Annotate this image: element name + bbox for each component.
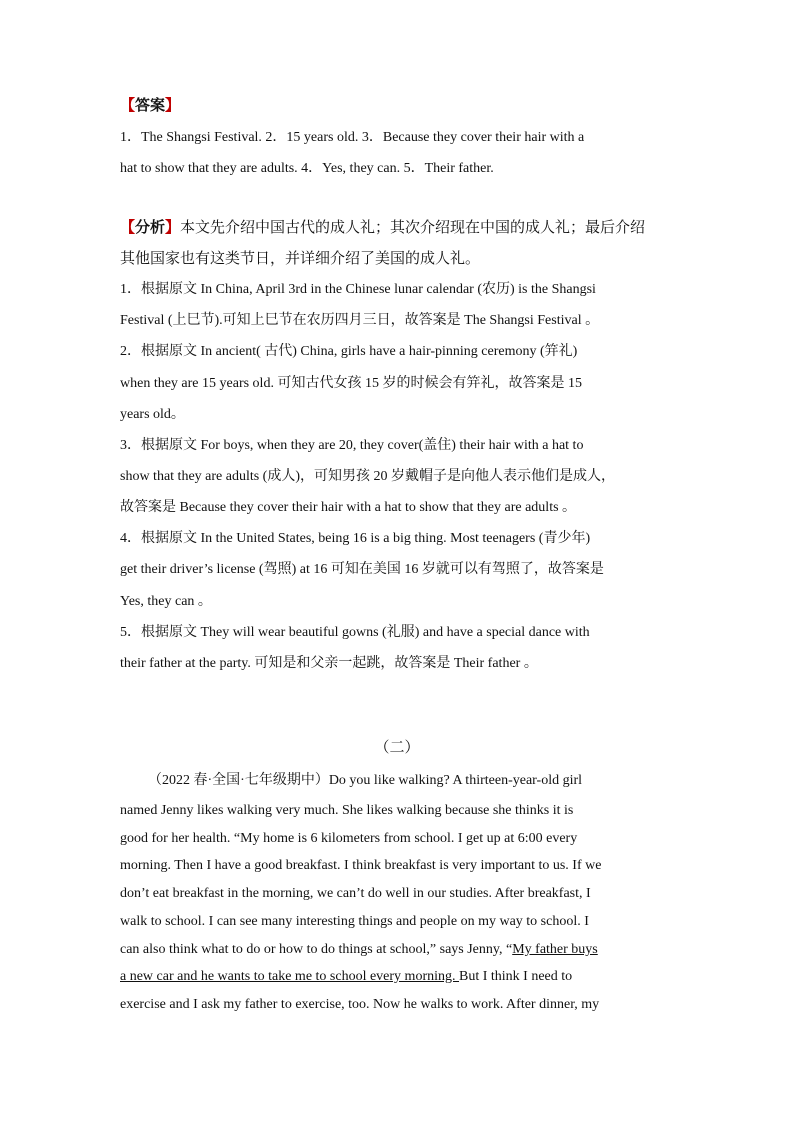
answer-line-1: 1．The Shangsi Festival. 2．15 years old. 3．Because they cover their hair with a [120, 130, 585, 145]
passage-text: But I think I need to [459, 969, 573, 984]
answer-label: 答案 [135, 98, 166, 114]
passage-line: walk to school. I can see many interesting things and people on my way to school. I [120, 914, 589, 929]
analysis-bracket-open: 【 [120, 220, 136, 236]
answer-bracket-close: 】 [165, 98, 181, 114]
underlined-sentence: My father buys [512, 942, 598, 957]
underlined-sentence: a new car and he wants to take me to school every morning. [120, 969, 460, 984]
section-heading: （二） [374, 740, 420, 756]
analysis-intro-text-1: 本文先介绍中国古代的成人礼；其次介绍现在中国的成人礼；最后介绍 [180, 220, 646, 236]
analysis-label: 分析 [135, 220, 166, 236]
passage-line: exercise and I ask my father to exercise, too. Now he walks to work. After dinner, my [120, 997, 600, 1012]
analysis-bracket-close: 】 [165, 220, 181, 236]
analysis-item-line: years old。 [120, 407, 185, 422]
analysis-item-line: Festival (上巳节).可知上巳节在农历四月三日，故答案是 The Shangsi Festival 。 [120, 313, 600, 328]
passage-line: don’t eat breakfast in the morning, we can’t do well in our studies. After breakfast, I [120, 886, 591, 901]
passage-line: good for her health. “My home is 6 kilometers from school. I get up at 6:00 every [120, 831, 578, 846]
analysis-item-line: 4．根据原文 In the United States, being 16 is a big thing. Most teenagers (青少年) [120, 531, 591, 546]
passage-line: morning. Then I have a good breakfast. I think breakfast is very important to us. If we [120, 858, 602, 873]
analysis-intro-2: 其他国家也有这类节日，并详细介绍了美国的成人礼。 [120, 251, 481, 267]
passage-line: named Jenny likes walking very much. She likes walking because she thinks it is [120, 803, 574, 818]
passage-text: can also think what to do or how to do things at school,” says Jenny, “ [120, 942, 513, 957]
analysis-item-line: Yes, they can 。 [120, 594, 212, 609]
answer-bracket-open: 【 [120, 98, 136, 114]
analysis-item-line: 故答案是 Because they cover their hair with a hat to show that they are adults 。 [120, 500, 577, 515]
analysis-item-line: 1．根据原文 In China, April 3rd in the Chinese lunar calendar (农历) is the Shangsi [120, 282, 596, 297]
passage-line-with-underline [120, 967, 572, 987]
passage-line-with-underline [120, 940, 598, 960]
analysis-item-line: 5．根据原文 They will wear beautiful gowns (礼服) and have a special dance with [120, 625, 590, 640]
answer-heading [120, 96, 180, 116]
analysis-item-line: 2．根据原文 In ancient( 古代) China, girls have a hair-pinning ceremony (笄礼) [120, 344, 578, 359]
analysis-item-line: 3．根据原文 For boys, when they are 20, they cover(盖住) their hair with a hat to [120, 438, 584, 453]
answer-line-2: hat to show that they are adults. 4．Yes, they can. 5．Their father. [120, 161, 494, 176]
passage-line: （2022 春·全国·七年级期中）Do you like walking? A thirteen-year-old girl [148, 773, 583, 788]
analysis-item-line: get their driver’s license (驾照) at 16 可知在美国 16 岁就可以有驾照了，故答案是 [120, 562, 604, 577]
analysis-item-line: their father at the party. 可知是和父亲一起跳，故答案是 Their father 。 [120, 656, 538, 671]
analysis-intro-1 [120, 218, 645, 238]
analysis-item-line: show that they are adults (成人)，可知男孩 20 岁戴帽子是向他人表示他们是成人， [120, 469, 616, 484]
analysis-item-line: when they are 15 years old. 可知古代女孩 15 岁的时候会有笄礼，故答案是 15 [120, 376, 582, 391]
